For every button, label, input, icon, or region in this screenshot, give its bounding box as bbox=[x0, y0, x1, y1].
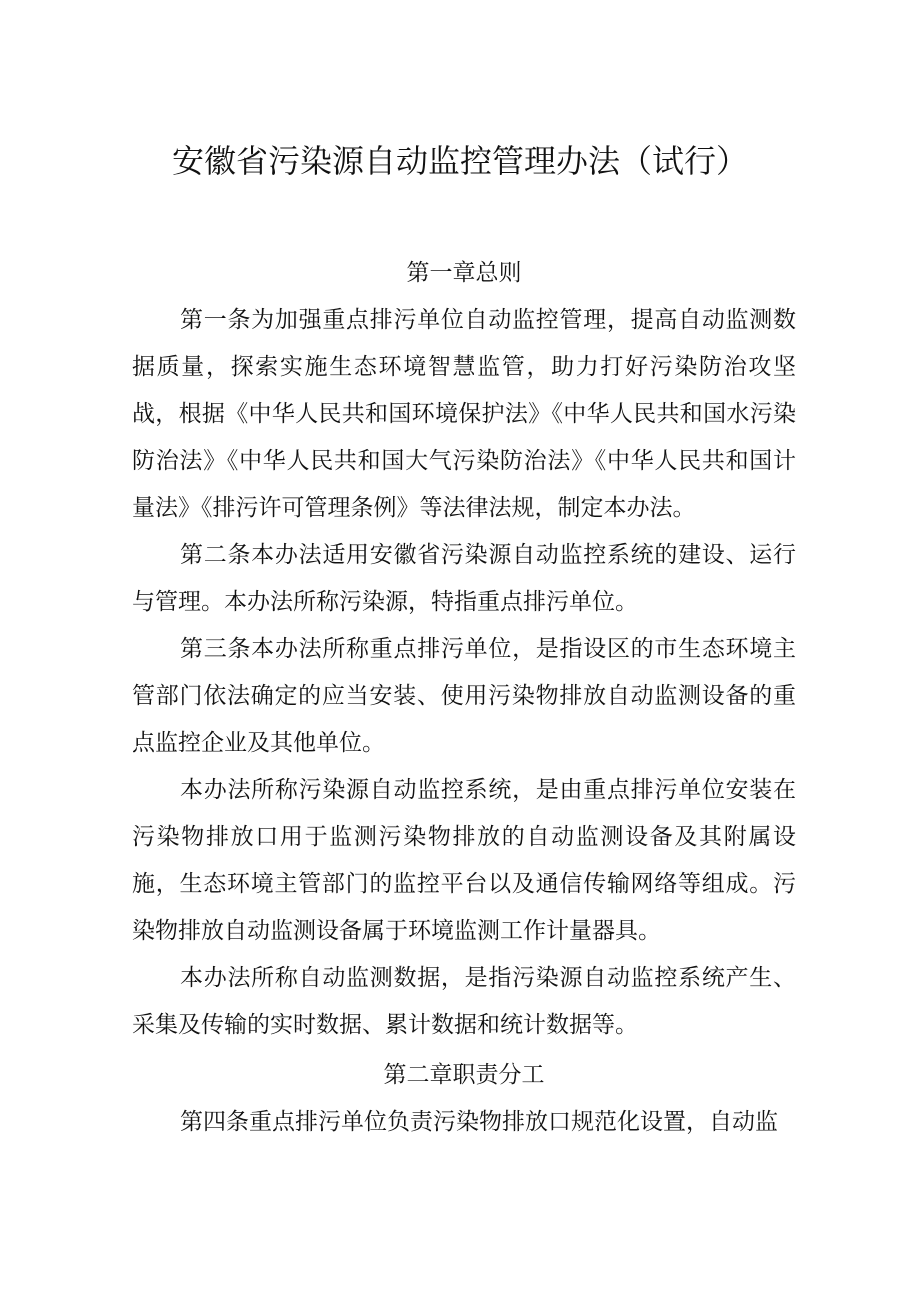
article-1: 第一条为加强重点排污单位自动监控管理，提高自动监测数据质量，探索实施生态环境智慧监管，助力打好污染防治攻坚战，根据《中华人民共和国环境保护法》《中华人民共和国水污染防治法》《中华人民共和国大气污染防治法》《中华人民共和国计量法》《排污许可管理条例》等法律法规，制定本办法。 bbox=[132, 307, 796, 521]
document-title: 安徽省污染源自动监控管理办法（试行） bbox=[171, 142, 748, 180]
document-body bbox=[132, 250, 796, 1146]
chapter-heading-1: 第一章总则 bbox=[406, 260, 522, 286]
paragraph-monitoring-system: 本办法所称污染源自动监控系统，是由重点排污单位安装在污染物排放口用于监测污染物排放的自动监测设备及其附属设施，生态环境主管部门的监控平台以及通信传输网络等组成。污染物排放自动监测设备属于环境监测工作计量器具。 bbox=[132, 777, 796, 944]
article-2: 第二条本办法适用安徽省污染源自动监控系统的建设、运行与管理。本办法所称污染源，特指重点排污单位。 bbox=[132, 542, 796, 615]
paragraph-monitoring-data: 本办法所称自动监测数据，是指污染源自动监控系统产生、采集及传输的实时数据、累计数据和统计数据等。 bbox=[132, 965, 796, 1038]
article-3: 第三条本办法所称重点排污单位，是指设区的市生态环境主管部门依法确定的应当安装、使用污染物排放自动监测设备的重点监控企业及其他单位。 bbox=[132, 636, 796, 756]
chapter-heading-2: 第二章职责分工 bbox=[383, 1062, 545, 1088]
article-4: 第四条重点排污单位负责污染物排放口规范化设置，自动监 bbox=[180, 1109, 778, 1135]
